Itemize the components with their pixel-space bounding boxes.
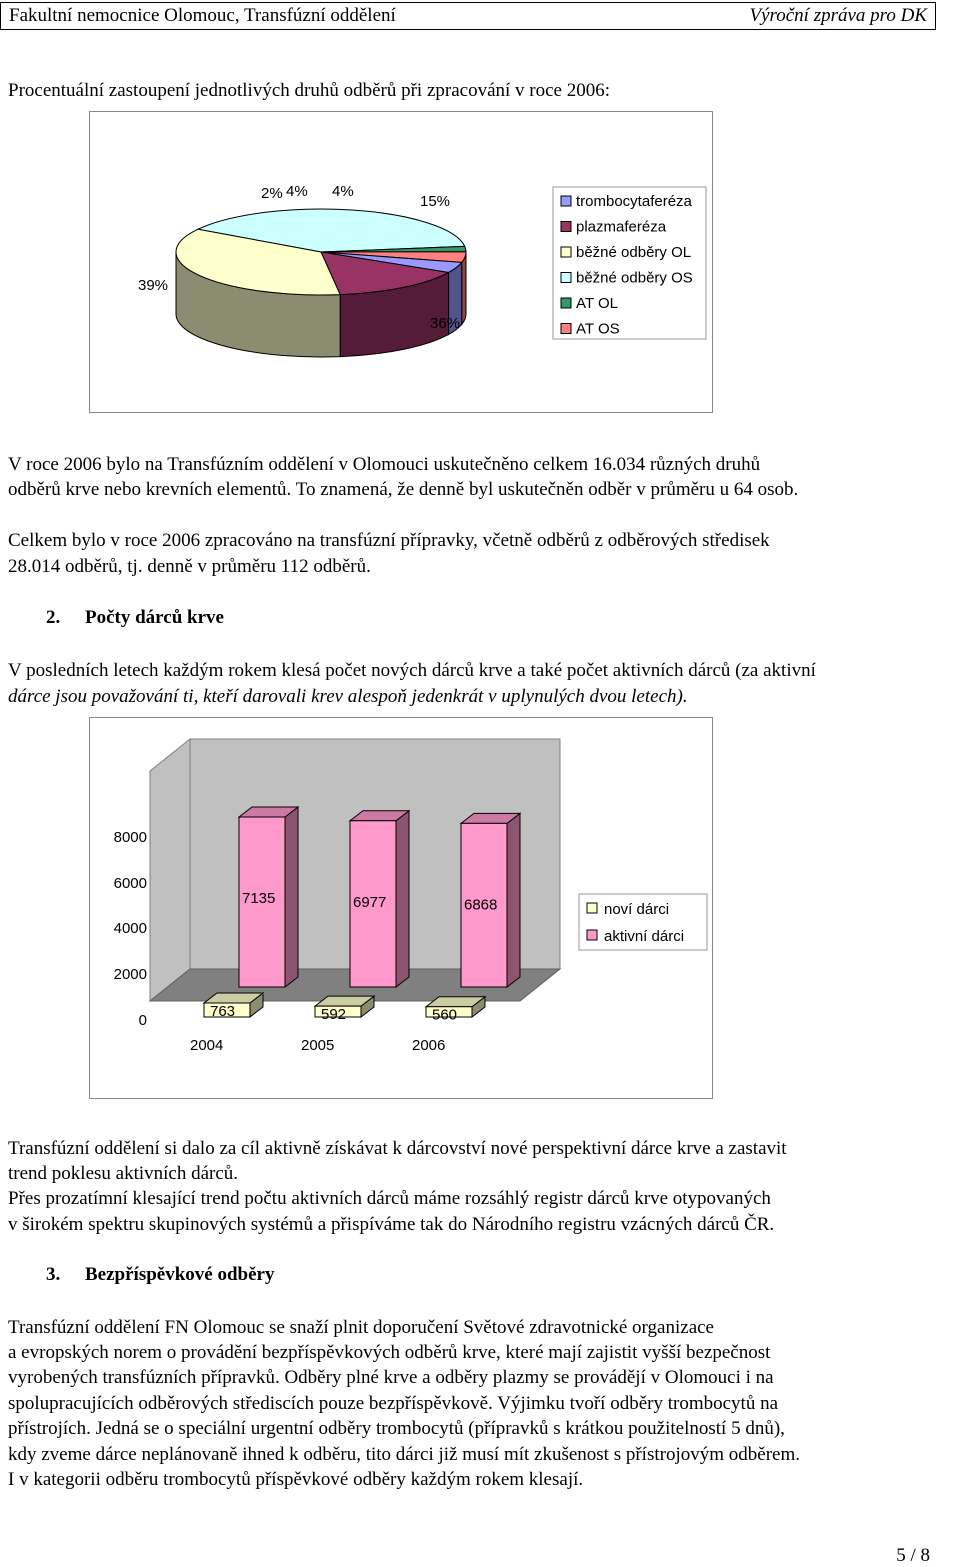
bar-new-label-0: 763 [210, 1003, 236, 1020]
bar-legend-swatch-1 [587, 930, 597, 940]
para-3-line-2: dárce jsou považování ti, kteří darovali krev alespoň jedenkrát v uplynulých dvou letech). [8, 686, 688, 707]
para-6-line-4: spolupracujících odběrových střediscích pouze bezpříspěvkově. Výjimku tvoří odběry trombocytů na [8, 1393, 779, 1414]
pie-legend-label-3: běžné odběry OS [576, 269, 693, 287]
bar-ytick-4: 0 [138, 1012, 147, 1029]
bar-chart [90, 718, 712, 1098]
bar-chart-frame [89, 717, 713, 1099]
pie-label-39: 39% [138, 277, 169, 294]
para-6-line-5: přístrojích. Jedná se o speciální urgentní odběry trombocytů (přípravků s krátkou použitelností 5 dnů), [8, 1418, 785, 1439]
para-6-line-1: Transfúzní oddělení FN Olomouc se snaží plnit doporučení Světové zdravotnické organizace [8, 1317, 714, 1338]
bar-side-wall [150, 739, 190, 1001]
bar-xtick-2: 2006 [412, 1037, 446, 1054]
pie-legend-swatch-2 [561, 247, 571, 257]
para-6-line-3: vyrobených transfúzních přípravků. Odběry plné krve a odběry plazmy se provádějí v Olomouci i na [8, 1367, 774, 1388]
pie-label-4a: 4% [286, 183, 308, 200]
para-6-line-6: kdy zveme dárce neplánovaně ihned k odběru, tito dárci již musí mít zkušenost s přístrojovým odběrem. [8, 1444, 800, 1465]
para-6-line-2: a evropských norem o provádění bezpříspěvkových odběrů krve, které mají zajistit vyšší bezpečnost [8, 1342, 771, 1363]
para-1-line-1: V roce 2006 bylo na Transfúzním oddělení v Olomouci uskutečněno celkem 16.034 různých druhů [8, 454, 761, 475]
bar-active-side-0 [285, 807, 298, 987]
pie-legend-label-2: běžné odběry OL [576, 244, 692, 261]
bar-ytick-0: 8000 [113, 829, 147, 846]
pie-legend-swatch-0 [561, 196, 571, 206]
bar-new-label-2: 560 [432, 1006, 458, 1024]
para-2-line-1: Celkem bylo v roce 2006 zpracováno na transfúzní přípravky, včetně odběrů z odběrových středisek [8, 530, 770, 551]
header-right: Výroční zpráva pro DK [749, 5, 927, 26]
page-header [0, 2, 936, 30]
pie-chart-frame [89, 111, 713, 413]
pie-label-15: 15% [420, 193, 451, 210]
para-4-line-1: Transfúzní oddělení si dalo za cíl aktivně získávat k dárcovství nové perspektivní dárce krve a zastavit [8, 1138, 787, 1159]
para-6-line-7: I v kategorii odběru trombocytů příspěvkové odběry každým rokem klesají. [8, 1469, 584, 1490]
pie-chart-caption: Procentuální zastoupení jednotlivých druhů odběrů při zpracování v roce 2006: [8, 80, 611, 101]
pie-legend-swatch-3 [561, 273, 571, 283]
para-2-line-2: 28.014 odběrů, tj. denně v průměru 112 odběrů. [8, 556, 371, 577]
bar-legend-label-0: noví dárci [604, 901, 670, 918]
bar-legend-label-1: aktivní dárci [604, 928, 685, 945]
page-number: 5 / 8 [896, 1545, 930, 1566]
bar-ytick-1: 6000 [113, 875, 147, 892]
bar-new-label-1: 592 [321, 1006, 347, 1024]
para-4-line-2: trend poklesu aktivních dárců. [8, 1163, 239, 1184]
pie-legend-swatch-4 [561, 298, 571, 308]
pie-label-2: 2% [261, 185, 283, 202]
para-5-line-2: v širokém spektru skupinových systémů a přispíváme tak do Národního registru vzácných dárců ČR. [8, 1214, 775, 1235]
pie-legend-label-1: plazmaferéza [576, 218, 667, 236]
bar-active-label-0: 7135 [242, 890, 276, 907]
pie-legend-swatch-1 [561, 222, 571, 232]
section-3-number: 3. [46, 1264, 61, 1285]
para-1-line-2: odběrů krve nebo krevních elementů. To znamená, že denně byl uskutečněn odběr v průměru u 64 osob. [8, 479, 799, 500]
section-2-number: 2. [46, 607, 61, 628]
bar-active-label-2: 6868 [464, 896, 498, 914]
bar-ytick-2: 4000 [113, 920, 147, 937]
pie-legend-label-0: trombocytaferéza [576, 193, 692, 210]
pie-label-4b: 4% [332, 183, 354, 200]
bar-xtick-1: 2005 [301, 1037, 335, 1054]
para-3-line-1: V posledních letech každým rokem klesá počet nových dárců krve a také počet aktivních dárců (za aktivní [8, 660, 816, 681]
bar-legend-swatch-0 [587, 903, 597, 913]
pie-chart [90, 112, 712, 412]
section-3-title: Bezpříspěvkové odběry [85, 1264, 275, 1285]
bar-active-label-1: 6977 [353, 893, 387, 911]
bar-xtick-0: 2004 [190, 1037, 224, 1054]
pie-label-36: 36% [430, 315, 461, 332]
pie-side-5 [462, 252, 466, 324]
pie-legend-label-5: AT OS [576, 320, 620, 338]
para-5-line-1: Přes prozatímní klesající trend počtu aktivních dárců máme rozsáhlý registr dárců krve otypovaných [8, 1188, 771, 1209]
bar-active-side-1 [396, 811, 409, 987]
pie-legend-label-4: AT OL [576, 295, 618, 312]
section-2-title: Počty dárců krve [85, 607, 224, 628]
bar-active-side-2 [507, 813, 520, 987]
pie-legend-swatch-5 [561, 324, 571, 334]
header-left: Fakultní nemocnice Olomouc, Transfúzní oddělení [9, 5, 396, 26]
bar-ytick-3: 2000 [113, 966, 147, 983]
